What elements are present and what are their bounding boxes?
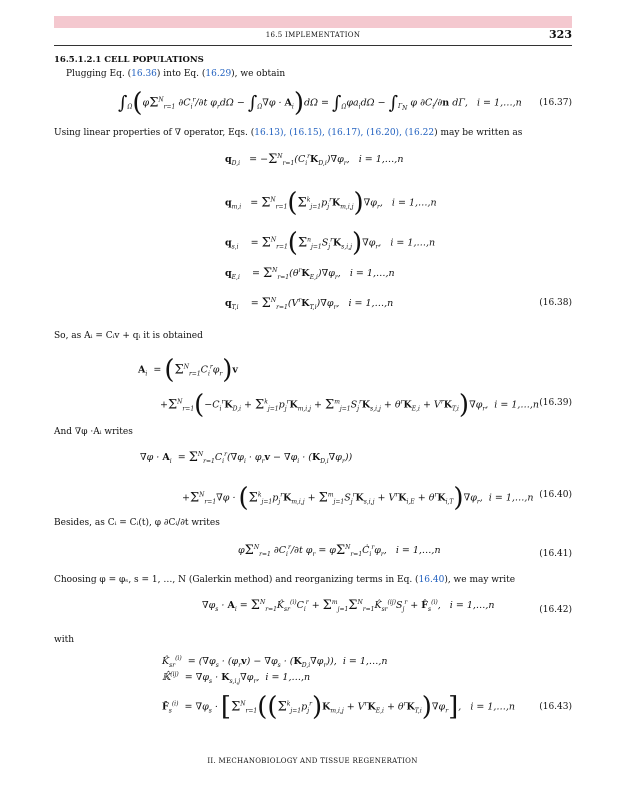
equation-16-43-line2: 𝕂̂$^{(ij)}$ = $\nabla\varphi_s \cdot K_{s,i,j}\nabla\varphi_r$, i = 1,…,n xyxy=(162,671,311,686)
equation-16-40-line2: $+\Sigma^N_{r=1}\nabla\varphi \cdot (\Sigma^k_{j=1}p_j^rK_{m,i,j} + \Sigma^m_{j=1}S_j^rK_{s,i,j} + V^rK_{i,E} + \theta^rK_{i,T})\nabla\varphi_r$, i = 1,…,n xyxy=(182,483,534,513)
eq-number-16-40: (16.40) xyxy=(539,490,572,500)
header-band xyxy=(54,16,572,28)
equation-16-38-q-m: $q_{m,i} = \Sigma^N_{r=1}(\Sigma^k_{j=1}p_j^rK_{m,i,j})\nabla\varphi_r$, i = 1,…,n xyxy=(225,188,437,218)
equation-16-38-q-t: $q_{T,i}$ = $\Sigma^N_{r=1}(V^rK_{T,i})\nabla\varphi_r$, i = 1,…,n xyxy=(225,296,394,311)
equation-16-39-line2: $+\Sigma^N_{r=1}(-C_i^rK_{D,i} + \Sigma^k_{j=1}p_j^rK_{m,i,j} + \Sigma^m_{j=1}S_j^rK_{s,i,j} + \theta^rK_{E,i} + V^rK_{T,i})\nabla\varphi_r$, i = 1,…,n xyxy=(160,390,540,420)
eq-number-16-41: (16.41) xyxy=(539,549,572,559)
running-title: 16.5 IMPLEMENTATION xyxy=(265,31,361,39)
header-rule xyxy=(54,45,572,46)
eq-number-16-37: (16.37) xyxy=(539,98,572,108)
equation-16-43-line1: $K̂_{sr}^{(i)} = (\nabla\varphi_s \cdot (\varphi_rv) - \nabla\varphi_s \cdot (K_{D,i}\nabla\varphi_r))$, i = 1,…,n xyxy=(162,655,388,670)
refs-linear[interactable]: 16.13), (16.15), (16.17), (16.20), (16.22 xyxy=(254,128,435,138)
eq-number-16-39: (16.39) xyxy=(539,398,572,408)
running-header xyxy=(54,28,572,45)
equation-16-39-line1: $A_i = (\Sigma^N_{r=1}C_i^r\varphi_r)v$ xyxy=(138,355,238,385)
eq-number-16-42: (16.42) xyxy=(539,605,572,615)
equation-16-42: $\nabla\varphi_s \cdot A_i$ = $\Sigma^N_{r=1}K̂_{sr}^{(i)}C_i^r$ + $\Sigma^m_{j=1}\Sigma^N_{r=1}K̂_{sr}^{(ij)}S_j^r$ + $F̂_s^{(i)}$, i = 1,…,n xyxy=(202,598,495,613)
eq-number-16-43: (16.43) xyxy=(539,702,572,712)
page-number: 323 xyxy=(549,28,572,41)
paragraph-4: And ∇φ ·Aᵢ writes xyxy=(54,427,133,437)
paragraph-2: Using linear properties of ∇ operator, Eqs. (16.13), (16.15), (16.17), (16.20), (16.22) may be written as xyxy=(54,128,523,138)
equation-16-43-line3: $F̂_s^{(i)} = \nabla\varphi_s \cdot [\Sigma^N_{r=1}((\Sigma^k_{j=1}p_j^r)K_{m,i,j} + V^rK_{E,i} + \theta^rK_{T,i})\nabla\varphi_r]$, i = 1,…,n xyxy=(162,692,516,722)
page-footer: II. MECHANOBIOLOGY AND TISSUE REGENERATION xyxy=(207,757,418,765)
equation-16-40-line1: $\nabla\varphi \cdot A_i = \Sigma^N_{r=1}C_i^r(\nabla\varphi_i \cdot \varphi_rv - \nabla\varphi_i \cdot (K_{D,i}\nabla\varphi_r))$ xyxy=(140,450,353,465)
section-heading: 16.5.1.2.1 CELL POPULATIONS xyxy=(54,55,204,65)
paragraph-5: Besides, as Cᵢ = Cᵢ(t), φ ∂Cᵢ/∂t writes xyxy=(54,518,220,528)
equation-16-38-q-s: $q_{s,i}$ = $\Sigma^N_{r=1}(\Sigma^n_{j=1}S_j^rK_{s,i,j})\nabla\varphi_r$, i = 1,…,n xyxy=(225,228,436,258)
ref-16-40[interactable]: 16.40 xyxy=(418,575,445,585)
ref-16-29[interactable]: 16.29 xyxy=(205,69,232,79)
paragraph-6: Choosing φ = φₛ, s = 1, …, N (Galerkin method) and reorganizing terms in Eq. (16.40), we may write xyxy=(54,575,516,585)
equation-16-41: $\varphi\Sigma^N_{r=1}$ $\partial C_i^r/\partial t$ $\varphi_r$ = $\varphi\Sigma^N_{r=1}Ċ_i^r\varphi_r$, i = 1,…,n xyxy=(238,543,441,558)
paragraph-3: So, as Aᵢ = Cᵢv + qᵢ it is obtained xyxy=(54,331,203,341)
paragraph-7: with xyxy=(54,635,74,645)
equation-16-38-q-e: $q_{E,i}$ = $\Sigma^N_{r=1}(\theta^rK_{E,i})\nabla\varphi_r$, i = 1,…,n xyxy=(225,266,395,281)
equation-16-37: $\int_\Omega(\varphi\Sigma^N_{r=1}$ $\partial C_i^r/\partial t$ $\varphi_rd\Omega - \int_\Omega\nabla\varphi \cdot A_i)d\Omega = \int_\Omega\varphi a_id\Omega - \int_{\Gamma_N}$ φ $\partial C_i/\partial n$ dΓ, i = 1,…,n xyxy=(118,88,522,118)
ref-16-36[interactable]: 16.36 xyxy=(131,69,157,79)
paragraph-1: Plugging Eq. (16.36) into Eq. (16.29), we obtain xyxy=(66,69,286,79)
eq-number-16-38: (16.38) xyxy=(539,298,572,308)
equation-16-38-q-d: $q_{D,i} = -\Sigma^N_{r=1}(C_i^rK_{D,i})\nabla\varphi_r$, i = 1,…,n xyxy=(225,152,404,167)
